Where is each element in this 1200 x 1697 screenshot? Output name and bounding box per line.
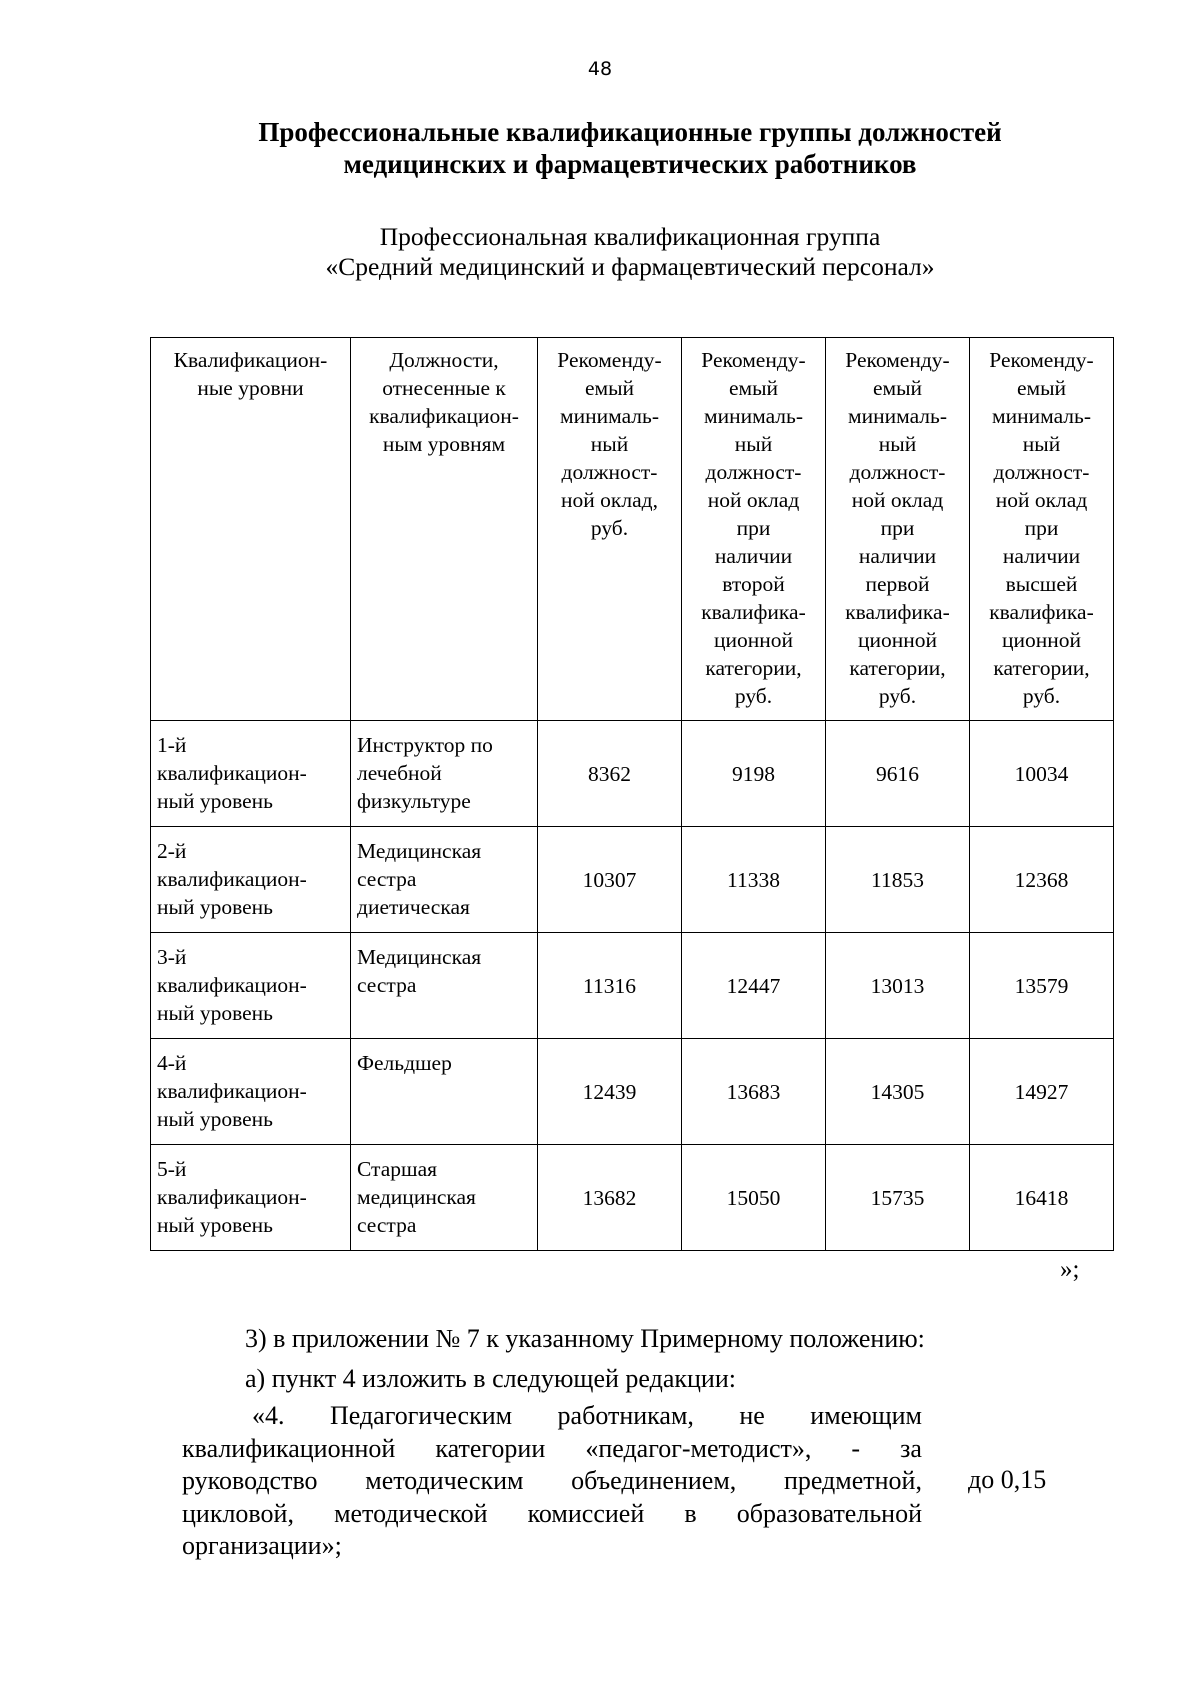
clause-word: в — [684, 1498, 697, 1528]
clause-word: за — [900, 1433, 922, 1463]
column-header-line: второй — [722, 572, 785, 596]
column-header-line: категории, — [705, 656, 802, 680]
position-line: лечебной — [357, 761, 442, 785]
qualification-level-line: ный уровень — [157, 789, 273, 813]
qualification-level-line: квалификацион- — [157, 761, 307, 785]
qualification-level-line: ный уровень — [157, 1213, 273, 1237]
clause-line — [182, 1433, 922, 1466]
clause-line — [182, 1530, 922, 1563]
column-header-line: ной оклад — [707, 488, 800, 512]
group-title-line: «Средний медицинский и фармацевтический персонал» — [325, 252, 935, 281]
column-header-line: Рекоменду- — [701, 348, 806, 372]
clause-word: цикловой, — [182, 1498, 294, 1528]
column-header — [351, 338, 538, 721]
document-title-line: Профессиональные квалификационные группы должностей — [258, 117, 1002, 147]
position-line: Медицинская — [357, 839, 482, 863]
coefficient-value: до 0,15 — [968, 1465, 1047, 1494]
clause-word: «педагог-методист», — [585, 1433, 812, 1463]
group-title — [100, 222, 1160, 282]
clause-word: квалификационной — [182, 1433, 396, 1463]
item-3-text: 3) в приложении № 7 к указанному Примерному положению: — [245, 1324, 925, 1353]
table-row — [151, 1145, 1114, 1251]
column-header-line: ный — [590, 432, 629, 456]
salary-value-cell: 11316 — [538, 933, 682, 1039]
position-cell — [351, 827, 538, 933]
column-header-line: категории, — [993, 656, 1090, 680]
position-line: сестра — [357, 867, 417, 891]
position-line: сестра — [357, 1213, 417, 1237]
salary-value-cell: 15735 — [826, 1145, 970, 1251]
column-header-line: ционной — [857, 628, 938, 652]
clause-word: образовательной — [736, 1498, 922, 1528]
column-header-line: первой — [865, 572, 930, 596]
salary-value-cell: 9198 — [682, 721, 826, 827]
column-header-line: Рекоменду- — [989, 348, 1094, 372]
salary-value-cell: 15050 — [682, 1145, 826, 1251]
qualification-level-line: ный уровень — [157, 895, 273, 919]
clause-word: не — [739, 1401, 765, 1430]
salary-value-cell: 11853 — [826, 827, 970, 933]
clause-word: комиссией — [527, 1498, 645, 1528]
column-header-line: ный — [1022, 432, 1061, 456]
qualification-level-line: 1-й — [157, 733, 187, 757]
column-header-line: при — [1024, 516, 1059, 540]
table-row — [151, 1039, 1114, 1145]
column-header-line: минималь- — [559, 404, 659, 428]
salary-table — [150, 337, 1114, 1251]
column-header — [538, 338, 682, 721]
salary-value-cell: 14927 — [970, 1039, 1114, 1145]
column-header-line: руб. — [1022, 684, 1061, 708]
salary-value-cell: 13682 — [538, 1145, 682, 1251]
column-header-line: при — [880, 516, 915, 540]
item-a-text: а) пункт 4 изложить в следующей редакции: — [245, 1364, 736, 1393]
salary-value-cell: 12447 — [682, 933, 826, 1039]
position-line: Старшая — [357, 1157, 437, 1181]
column-header-line: наличии — [714, 544, 793, 568]
column-header-line: высшей — [1005, 572, 1078, 596]
column-header-line: наличии — [1002, 544, 1081, 568]
column-header-line: ционной — [713, 628, 794, 652]
position-line: сестра — [357, 973, 417, 997]
clause-word: имеющим — [810, 1401, 922, 1430]
table-body — [151, 721, 1114, 1251]
column-header-line: наличии — [858, 544, 937, 568]
column-header-line: ной оклад — [851, 488, 944, 512]
salary-value-cell: 10307 — [538, 827, 682, 933]
salary-value-cell: 10034 — [970, 721, 1114, 827]
qualification-level-line: квалификацион- — [157, 867, 307, 891]
column-header-line: руб. — [590, 516, 629, 540]
table-row — [151, 721, 1114, 827]
qualification-level-cell — [151, 933, 351, 1039]
document-title — [100, 116, 1160, 180]
qualification-level-cell — [151, 1039, 351, 1145]
qualification-level-cell — [151, 827, 351, 933]
column-header-line: ный — [734, 432, 773, 456]
clause-word: руководство — [182, 1466, 318, 1495]
position-line: Фельдшер — [357, 1051, 452, 1075]
clause-word: организации»; — [182, 1531, 342, 1560]
salary-value-cell: 11338 — [682, 827, 826, 933]
qualification-level-line: квалификацион- — [157, 1185, 307, 1209]
salary-value-cell: 16418 — [970, 1145, 1114, 1251]
position-line: Инструктор по — [357, 733, 493, 757]
position-cell — [351, 721, 538, 827]
salary-value-cell: 13683 — [682, 1039, 826, 1145]
salary-value-cell: 9616 — [826, 721, 970, 827]
column-header-line: Должности, — [389, 348, 499, 372]
position-line: физкультуре — [357, 789, 471, 813]
column-header-line: руб. — [878, 684, 917, 708]
clause-line — [182, 1400, 922, 1433]
column-header-line: при — [736, 516, 771, 540]
salary-value-cell: 8362 — [538, 721, 682, 827]
clause-line — [182, 1465, 922, 1498]
column-header-line: минималь- — [991, 404, 1091, 428]
column-header-line: Квалификацион- — [173, 348, 328, 372]
column-header-line: Рекоменду- — [845, 348, 950, 372]
closing-quote: »; — [1060, 1256, 1080, 1283]
column-header — [826, 338, 970, 721]
column-header-line: ным уровням — [382, 432, 506, 456]
qualification-level-line: ный уровень — [157, 1107, 273, 1131]
column-header-line: ные уровни — [197, 376, 304, 400]
column-header — [682, 338, 826, 721]
qualification-level-cell — [151, 1145, 351, 1251]
qualification-level-line: 2-й — [157, 839, 187, 863]
column-header-line: Рекоменду- — [557, 348, 662, 372]
column-header-line: емый — [872, 376, 923, 400]
column-header-line: емый — [1016, 376, 1067, 400]
position-cell — [351, 1039, 538, 1145]
clause-line — [182, 1498, 922, 1531]
salary-value-cell: 13579 — [970, 933, 1114, 1039]
column-header-line: квалифика- — [845, 600, 950, 624]
clause-word: методической — [334, 1498, 488, 1528]
column-header-line: ный — [878, 432, 917, 456]
position-line: медицинская — [357, 1185, 476, 1209]
qualification-level-line: 4-й — [157, 1051, 187, 1075]
column-header-line: должност- — [993, 460, 1090, 484]
column-header-line: емый — [584, 376, 635, 400]
column-header-line: минималь- — [703, 404, 803, 428]
clause-word: - — [851, 1433, 861, 1463]
clause-word: методическим — [365, 1466, 524, 1495]
column-header-line: ной оклад, — [561, 488, 658, 512]
column-header-line: должност- — [849, 460, 946, 484]
qualification-level-line: 3-й — [157, 945, 187, 969]
column-header-line: категории, — [849, 656, 946, 680]
salary-value-cell: 13013 — [826, 933, 970, 1039]
qualification-level-line: квалификацион- — [157, 973, 307, 997]
group-title-line: Профессиональная квалификационная группа — [379, 222, 881, 251]
page-number: 48 — [587, 58, 613, 80]
column-header-line: емый — [728, 376, 779, 400]
column-header-line: ционной — [1001, 628, 1082, 652]
position-cell — [351, 933, 538, 1039]
position-line: диетическая — [357, 895, 470, 919]
clause-word: объединением, — [571, 1466, 737, 1495]
table-row — [151, 933, 1114, 1039]
column-header-line: квалифика- — [701, 600, 806, 624]
qualification-level-line: квалификацион- — [157, 1079, 307, 1103]
salary-value-cell: 14305 — [826, 1039, 970, 1145]
column-header — [151, 338, 351, 721]
table-header-row — [151, 338, 1114, 721]
clause-4-text — [182, 1400, 922, 1563]
column-header-line: минималь- — [847, 404, 947, 428]
clause-word: предметной, — [783, 1466, 922, 1495]
clause-word: категории — [435, 1433, 546, 1463]
column-header-line: руб. — [734, 684, 773, 708]
column-header-line: квалификацион- — [369, 404, 519, 428]
clause-word: работникам, — [557, 1401, 694, 1430]
qualification-level-line: 5-й — [157, 1157, 187, 1181]
document-title-line: медицинских и фармацевтических работников — [343, 149, 917, 179]
salary-value-cell: 12368 — [970, 827, 1114, 933]
column-header — [970, 338, 1114, 721]
column-header-line: отнесенные к — [382, 376, 506, 400]
position-line: Медицинская — [357, 945, 482, 969]
clause-word: «4. — [252, 1401, 285, 1430]
column-header-line: ной оклад — [995, 488, 1088, 512]
position-cell — [351, 1145, 538, 1251]
column-header-line: квалифика- — [989, 600, 1094, 624]
salary-value-cell: 12439 — [538, 1039, 682, 1145]
column-header-line: должност- — [705, 460, 802, 484]
qualification-level-cell — [151, 721, 351, 827]
table-row — [151, 827, 1114, 933]
clause-word: Педагогическим — [329, 1401, 513, 1430]
column-header-line: должност- — [561, 460, 658, 484]
qualification-level-line: ный уровень — [157, 1001, 273, 1025]
